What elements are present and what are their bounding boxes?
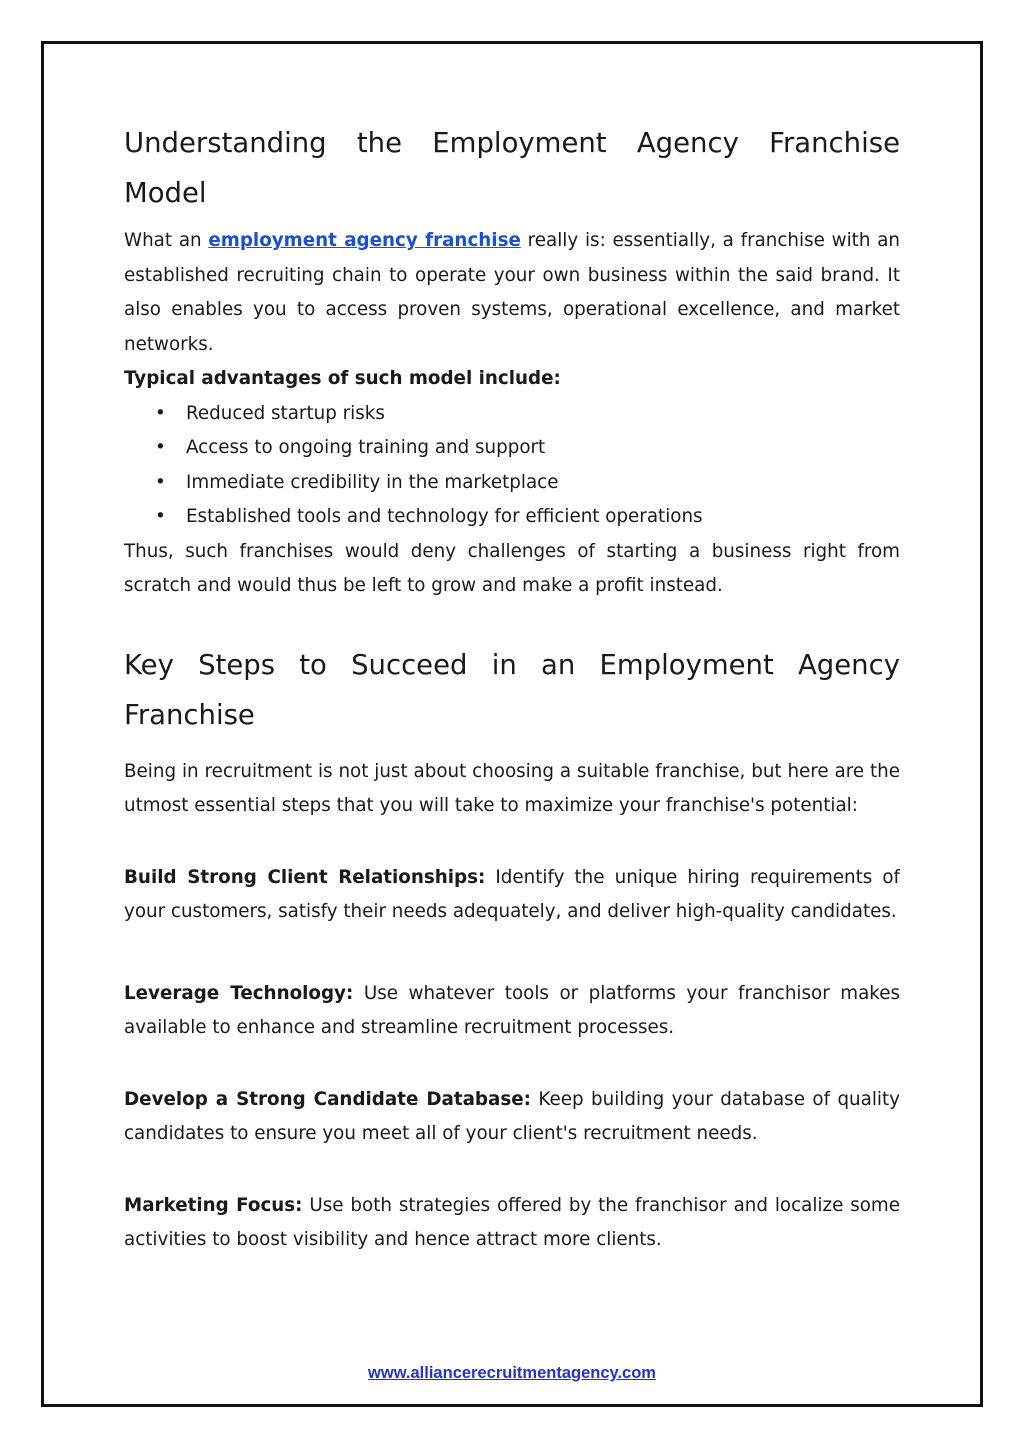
steps-intro-paragraph: Being in recruitment is not just about choosing a suitable franchise, but here are the utmost essential steps that you will take to maximize your franchise's potential: <box>124 760 900 816</box>
list-item-text: Access to ongoing training and support <box>186 437 546 458</box>
section-heading-franchise-model: Understanding the Employment Agency Franchise Model <box>124 127 900 209</box>
bullet-icon: • <box>155 471 166 493</box>
step-label: Build Strong Client Relationships: <box>124 866 486 888</box>
step-label: Develop a Strong Candidate Database: <box>124 1088 531 1110</box>
conclusion-paragraph: Thus, such franchises would deny challenges of starting a business right from scratch and would thus be left to grow and make a profit instead. <box>124 540 900 596</box>
step-text: Use both strategies offered by the franchisor and localize some activities to boost visibility and hence attract more clients. <box>124 1194 900 1250</box>
list-item-text: Immediate credibility in the marketplace <box>186 471 559 493</box>
bullet-icon: • <box>155 402 166 424</box>
intro-text-after: really is: essentially, a franchise with an established recruiting chain to operate your own business within the said brand. It also enables you to access proven systems, operational excellence, and market networks. <box>124 230 901 355</box>
website-link[interactable]: www.alliancerecruitmentagency.com <box>368 1364 656 1382</box>
list-item <box>155 500 900 535</box>
list-item-text: Established tools and technology for efficient operations <box>186 506 703 527</box>
page-footer <box>0 1364 1024 1383</box>
step-text: Identify the unique hiring requirements of your customers, satisfy their needs adequately, and deliver high-quality candidates. <box>124 866 900 922</box>
list-item <box>155 431 900 466</box>
advantages-heading: Typical advantages of such model include: <box>124 368 561 389</box>
step-paragraph-candidate-database <box>124 1083 900 1152</box>
employment-agency-franchise-link[interactable]: employment agency franchise <box>208 230 521 251</box>
list-item <box>155 397 900 432</box>
step-paragraph-technology <box>124 977 900 1046</box>
step-text: Use whatever tools or platforms your franchisor makes available to enhance and streamline recruitment processes. <box>124 982 900 1038</box>
document-body <box>124 118 900 1258</box>
intro-text-before: What an <box>124 230 209 251</box>
list-item-text: Reduced startup risks <box>186 402 385 424</box>
spacer <box>124 930 900 977</box>
step-paragraph-client-relationships <box>124 861 900 930</box>
bullet-icon: • <box>155 437 166 458</box>
spacer <box>124 1046 900 1083</box>
step-paragraph-marketing <box>124 1189 900 1258</box>
advantages-list <box>124 397 900 535</box>
list-item <box>155 466 900 501</box>
spacer <box>124 1152 900 1189</box>
step-label: Marketing Focus: <box>124 1194 303 1216</box>
intro-paragraph <box>124 224 900 362</box>
spacer <box>124 824 900 861</box>
section-heading-key-steps: Key Steps to Succeed in an Employment Agency Franchise <box>124 648 900 731</box>
bullet-icon: • <box>155 506 166 527</box>
step-label: Leverage Technology: <box>124 982 354 1004</box>
step-text: Keep building your database of quality candidates to ensure you meet all of your client's recruitment needs. <box>124 1088 900 1144</box>
